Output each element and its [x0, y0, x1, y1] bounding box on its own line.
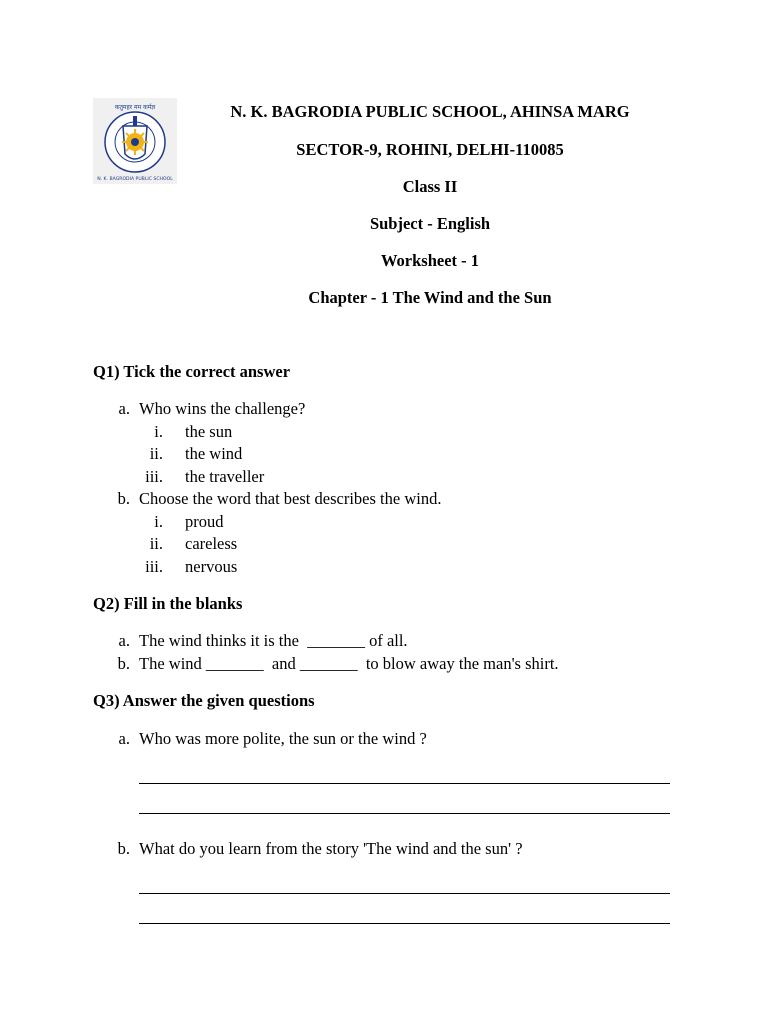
- answer-line[interactable]: [139, 923, 670, 924]
- school-name: N. K. BAGRODIA PUBLIC SCHOOL, AHINSA MARG: [230, 102, 630, 121]
- q2-b-marker: b.: [117, 654, 130, 673]
- answer-line[interactable]: [139, 783, 670, 784]
- q1-a-option-marker: iii.: [145, 467, 163, 486]
- q2-a-marker: a.: [118, 631, 130, 650]
- q1-b-option-marker: i.: [154, 512, 163, 531]
- q3-title: Q3) Answer the given questions: [93, 691, 315, 710]
- q3-b-question: What do you learn from the story 'The wind and the sun' ?: [139, 839, 523, 858]
- subject-label: Subject - English: [369, 214, 491, 233]
- q1-a-option-marker: ii.: [149, 444, 163, 463]
- q1-b-option: careless: [185, 534, 238, 553]
- q1-b-question: Choose the word that best describes the wind.: [139, 489, 442, 508]
- q1-a-option: the sun: [185, 422, 233, 441]
- q3-a-marker: a.: [118, 729, 130, 748]
- class-label: Class II: [402, 177, 458, 196]
- logo-motto: कतुमहर मम कर्मज्ञ: [114, 104, 156, 111]
- q3-b-marker: b.: [117, 839, 130, 858]
- q1-b-option: proud: [185, 512, 224, 531]
- chapter-title: Chapter - 1 The Wind and the Sun: [308, 288, 552, 307]
- logo-ring-text: N. K. BAGRODIA PUBLIC SCHOOL: [97, 177, 173, 182]
- worksheet-label: Worksheet - 1: [380, 251, 480, 270]
- q2-title: Q2) Fill in the blanks: [93, 594, 243, 613]
- school-address: SECTOR-9, ROHINI, DELHI-110085: [296, 140, 564, 159]
- q1-b-option-marker: iii.: [145, 557, 163, 576]
- school-crest-icon: [93, 98, 177, 184]
- q1-a-option-marker: i.: [154, 422, 163, 441]
- school-logo: [93, 98, 177, 184]
- q1-b-marker: b.: [117, 489, 130, 508]
- q1-a-marker: a.: [118, 399, 130, 418]
- q1-b-option-marker: ii.: [149, 534, 163, 553]
- answer-line[interactable]: [139, 813, 670, 814]
- q1-a-option: the traveller: [185, 467, 265, 486]
- q3-a-question: Who was more polite, the sun or the wind ?: [139, 729, 427, 748]
- q1-a-question: Who wins the challenge?: [139, 399, 306, 418]
- answer-line[interactable]: [139, 893, 670, 894]
- q2-b-blank-sentence: The wind _______ and _______ to blow away the man's shirt.: [139, 654, 559, 673]
- q1-title: Q1) Tick the correct answer: [93, 362, 291, 381]
- q1-b-option: nervous: [185, 557, 238, 576]
- q1-a-option: the wind: [185, 444, 243, 463]
- q2-a-blank-sentence: The wind thinks it is the _______ of all.: [139, 631, 408, 650]
